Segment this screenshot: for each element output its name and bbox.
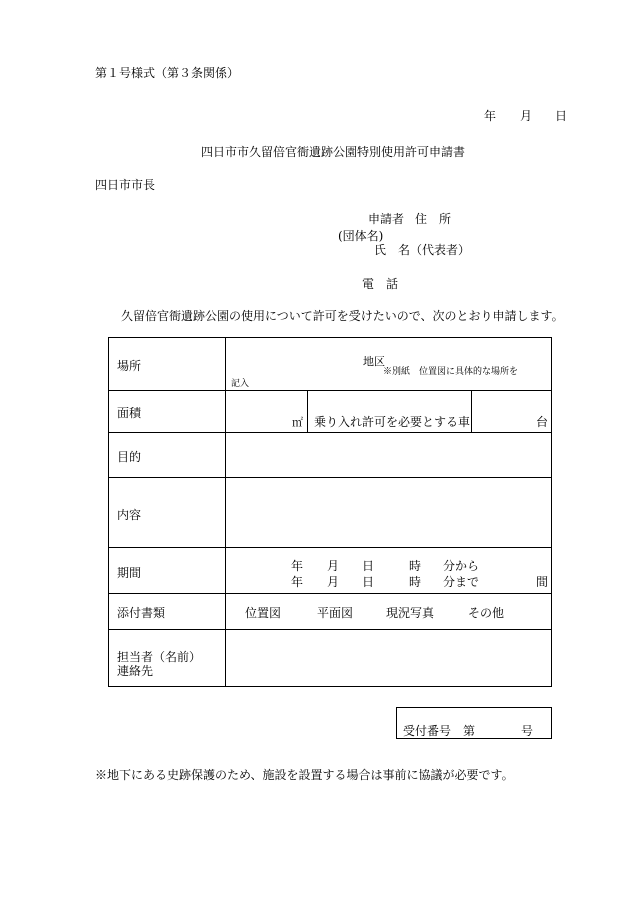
period-start-hour: 時 [409, 559, 422, 573]
period-end-year: 年 [291, 575, 304, 589]
content-input[interactable] [227, 479, 551, 545]
period-start-year: 年 [291, 559, 304, 573]
receipt-prefix: 第 [463, 724, 476, 738]
attachment-site-photo[interactable]: 現況写真 [386, 606, 435, 620]
receipt-label: 受付番号 [403, 724, 452, 738]
attachments-label: 添付書類 [117, 606, 166, 620]
applicant-phone-label: 電 話 [362, 277, 399, 291]
vehicle-unit: 台 [536, 415, 549, 429]
footnote: ※地下にある史跡保護のため、施設を設置する場合は事前に協議が必要です。 [95, 768, 514, 782]
attachment-other[interactable]: その他 [468, 606, 505, 620]
place-label: 場所 [117, 359, 142, 373]
place-district-label: 地区 [363, 355, 385, 368]
purpose-label: 目的 [117, 450, 142, 464]
attachment-location-map[interactable]: 位置図 [245, 606, 282, 620]
contact-label-line2: 連絡先 [117, 664, 154, 678]
area-label: 面積 [117, 406, 142, 420]
content-label: 内容 [117, 508, 142, 522]
addressee: 四日市市長 [95, 178, 156, 192]
date-year-label: 年 [484, 109, 497, 123]
period-end-month: 月 [327, 575, 340, 589]
vehicle-label: 乗り入れ許可を必要とする車 [314, 415, 471, 429]
form-number: 第１号様式（第３条関係） [95, 66, 240, 80]
period-start-minute: 分から [443, 559, 480, 573]
applicant-name-label: 氏 名（代表者） [374, 243, 471, 257]
receipt-suffix: 号 [521, 724, 534, 738]
form-title: 四日市市久留倍官衙遺跡公園特別使用許可申請書 [201, 145, 466, 159]
period-end-hour: 時 [409, 575, 422, 589]
contact-label-line1: 担当者（名前） [117, 650, 202, 664]
period-duration-unit: 間 [536, 575, 549, 589]
contact-input[interactable] [227, 631, 551, 684]
purpose-input[interactable] [227, 434, 551, 475]
period-end-day: 日 [362, 575, 375, 589]
applicant-group-label: (団体名) [338, 229, 384, 243]
place-note-line2: 記入 [231, 379, 250, 389]
date-day-label: 日 [555, 109, 568, 123]
place-note-line1: ※別紙 位置図に具体的な場所を [383, 367, 519, 377]
intro-text: 久留倍官衙遺跡公園の使用について許可を受けたいので、次のとおり申請します。 [121, 309, 564, 323]
area-unit: ㎡ [292, 416, 303, 429]
place-input[interactable] [227, 340, 551, 388]
application-table [108, 337, 552, 687]
receipt-number-box [396, 707, 552, 739]
applicant-label: 申請者 [368, 212, 405, 226]
period-end-minute: 分まで [443, 575, 480, 589]
applicant-address-label: 住 所 [415, 212, 452, 226]
attachment-floor-plan[interactable]: 平面図 [317, 606, 354, 620]
period-input[interactable] [227, 549, 551, 591]
date-month-label: 月 [520, 109, 533, 123]
period-start-day: 日 [362, 559, 375, 573]
period-start-month: 月 [327, 559, 340, 573]
period-label: 期間 [117, 566, 142, 580]
